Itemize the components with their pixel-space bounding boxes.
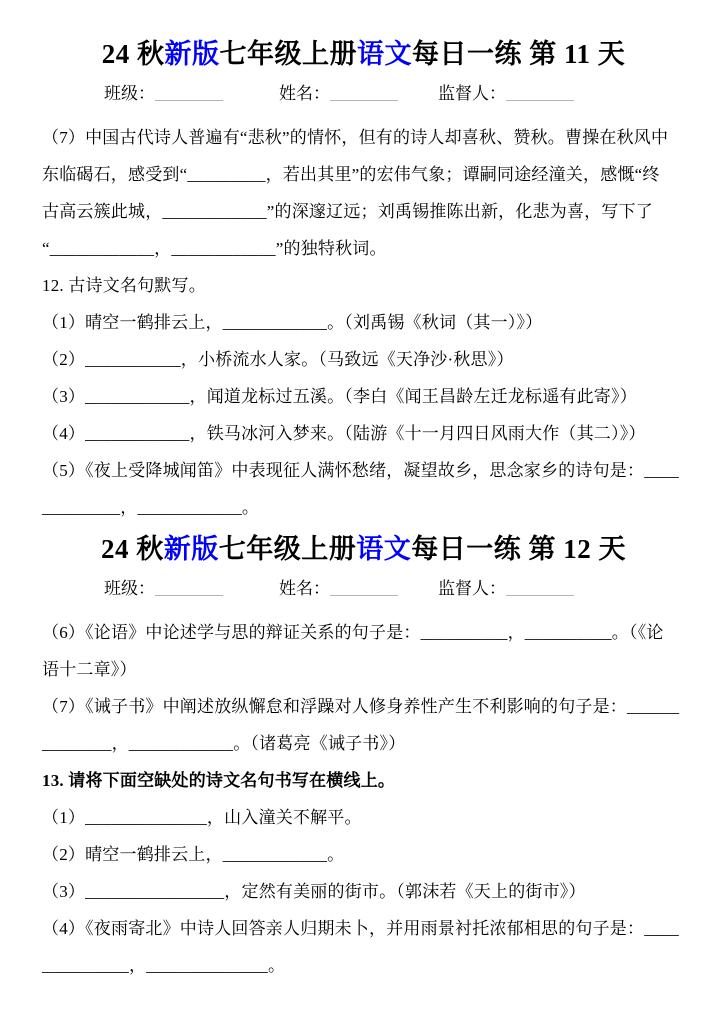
title-segment-highlight: 新版 xyxy=(164,39,220,69)
q13-item-4: （4）《夜雨寄北》中诗人回答亲人归期未卜，并用雨景衬托浓郁相思的句子是：____ xyxy=(42,919,679,938)
title-segment-highlight: 语文 xyxy=(356,39,412,69)
q13-item-3: （3）________________，定然有美丽的街市。（郭沫若《天上的街市》） xyxy=(42,882,586,901)
title-segment: 每日一练 第 11 天 xyxy=(411,39,626,69)
name-field xyxy=(279,79,398,109)
supervisor-field-label: 监督人： xyxy=(438,579,506,598)
class-field-blank: ________ xyxy=(155,84,223,103)
name-field xyxy=(279,574,398,604)
q13-item-4-continuation: __________，______________。 xyxy=(42,956,286,975)
title-segment: 24 秋 xyxy=(101,534,164,564)
supervisor-field xyxy=(438,574,574,604)
q7-line-1: （7）《诫子书》中阐述放纵懈怠和浮躁对人修身养性产生不利影响的句子是：______ xyxy=(42,697,680,716)
supervisor-field-blank: ________ xyxy=(506,579,574,598)
q13-header: 13. 请将下面空缺处的诗文名句书写在横线上。 xyxy=(42,771,396,790)
q13-item-2: （2）晴空一鹤排云上，____________。 xyxy=(42,845,345,864)
q12-item-3: （3）____________，闻道龙标过五溪。（李白《闻王昌龄左迁龙标遥有此寄》） xyxy=(42,387,637,406)
supervisor-field xyxy=(438,79,574,109)
name-field-blank: ________ xyxy=(330,84,398,103)
class-field-label: 班级： xyxy=(104,579,155,598)
title-segment: 每日一练 第 12 天 xyxy=(411,534,626,564)
class-field-blank: ________ xyxy=(155,579,223,598)
q12-item-1: （1）晴空一鹤排云上，____________。（刘禹锡《秋词（其一）》） xyxy=(42,313,543,332)
class-field xyxy=(104,79,223,109)
day12-section xyxy=(42,531,685,984)
q12-header: 12. 古诗文名句默写。 xyxy=(42,276,206,295)
q7-line-4: “____________，____________”的独特秋词。 xyxy=(42,239,387,258)
q12-item-5: （5）《夜上受降城闻笛》中表现征人满怀愁绪，凝望故乡，思念家乡的诗句是：____ xyxy=(42,461,679,480)
title-segment: 七年级上册 xyxy=(218,534,357,564)
supervisor-field-blank: ________ xyxy=(506,84,574,103)
title-segment: 24 秋 xyxy=(101,39,165,69)
q7-line-2: 东临碣石，感受到“_________，若出其里”的宏伟气象；谭嗣同途经潼关，感慨“终 xyxy=(42,165,660,184)
class-field xyxy=(104,574,223,604)
name-field-label: 姓名： xyxy=(279,579,330,598)
q12-item-2: （2）___________，小桥流水人家。（马致远《天净沙·秋思》） xyxy=(42,350,514,369)
title-segment-highlight: 语文 xyxy=(356,534,412,564)
day12-title xyxy=(42,531,685,567)
q7-line-1: （7）中国古代诗人普遍有“悲秋”的情怀，但有的诗人却喜秋、赞秋。曹操在秋风中 xyxy=(42,128,669,147)
q6-line-1: （6）《论语》中论述学与思的辩证关系的句子是：__________，__________。（《论 xyxy=(42,623,664,642)
q7-line-3: 古高云簇此城，____________”的深邃辽远；刘禹锡推陈出新，化悲为喜，写下了 xyxy=(42,202,653,221)
name-field-blank: ________ xyxy=(330,579,398,598)
q13-item-1: （1）______________，山入潼关不解平。 xyxy=(42,808,362,827)
q7-line-2: ________，____________。（诸葛亮《诫子书》） xyxy=(42,734,406,753)
day12-meta-row xyxy=(104,574,685,604)
q12-item-4: （4）____________，铁马冰河入梦来。（陆游《十一月四日风雨大作（其二）》） xyxy=(42,424,646,443)
day11-meta-row xyxy=(104,79,685,109)
q12-item-5-continuation: _________，____________。 xyxy=(42,498,260,517)
day11-title xyxy=(42,36,685,72)
name-field-label: 姓名： xyxy=(279,84,330,103)
q6-line-2: 语十二章》） xyxy=(42,660,137,679)
title-segment: 七年级上册 xyxy=(219,39,357,69)
title-segment-highlight: 新版 xyxy=(163,534,219,564)
class-field-label: 班级： xyxy=(104,84,155,103)
supervisor-field-label: 监督人： xyxy=(438,84,506,103)
day11-section xyxy=(42,36,685,526)
